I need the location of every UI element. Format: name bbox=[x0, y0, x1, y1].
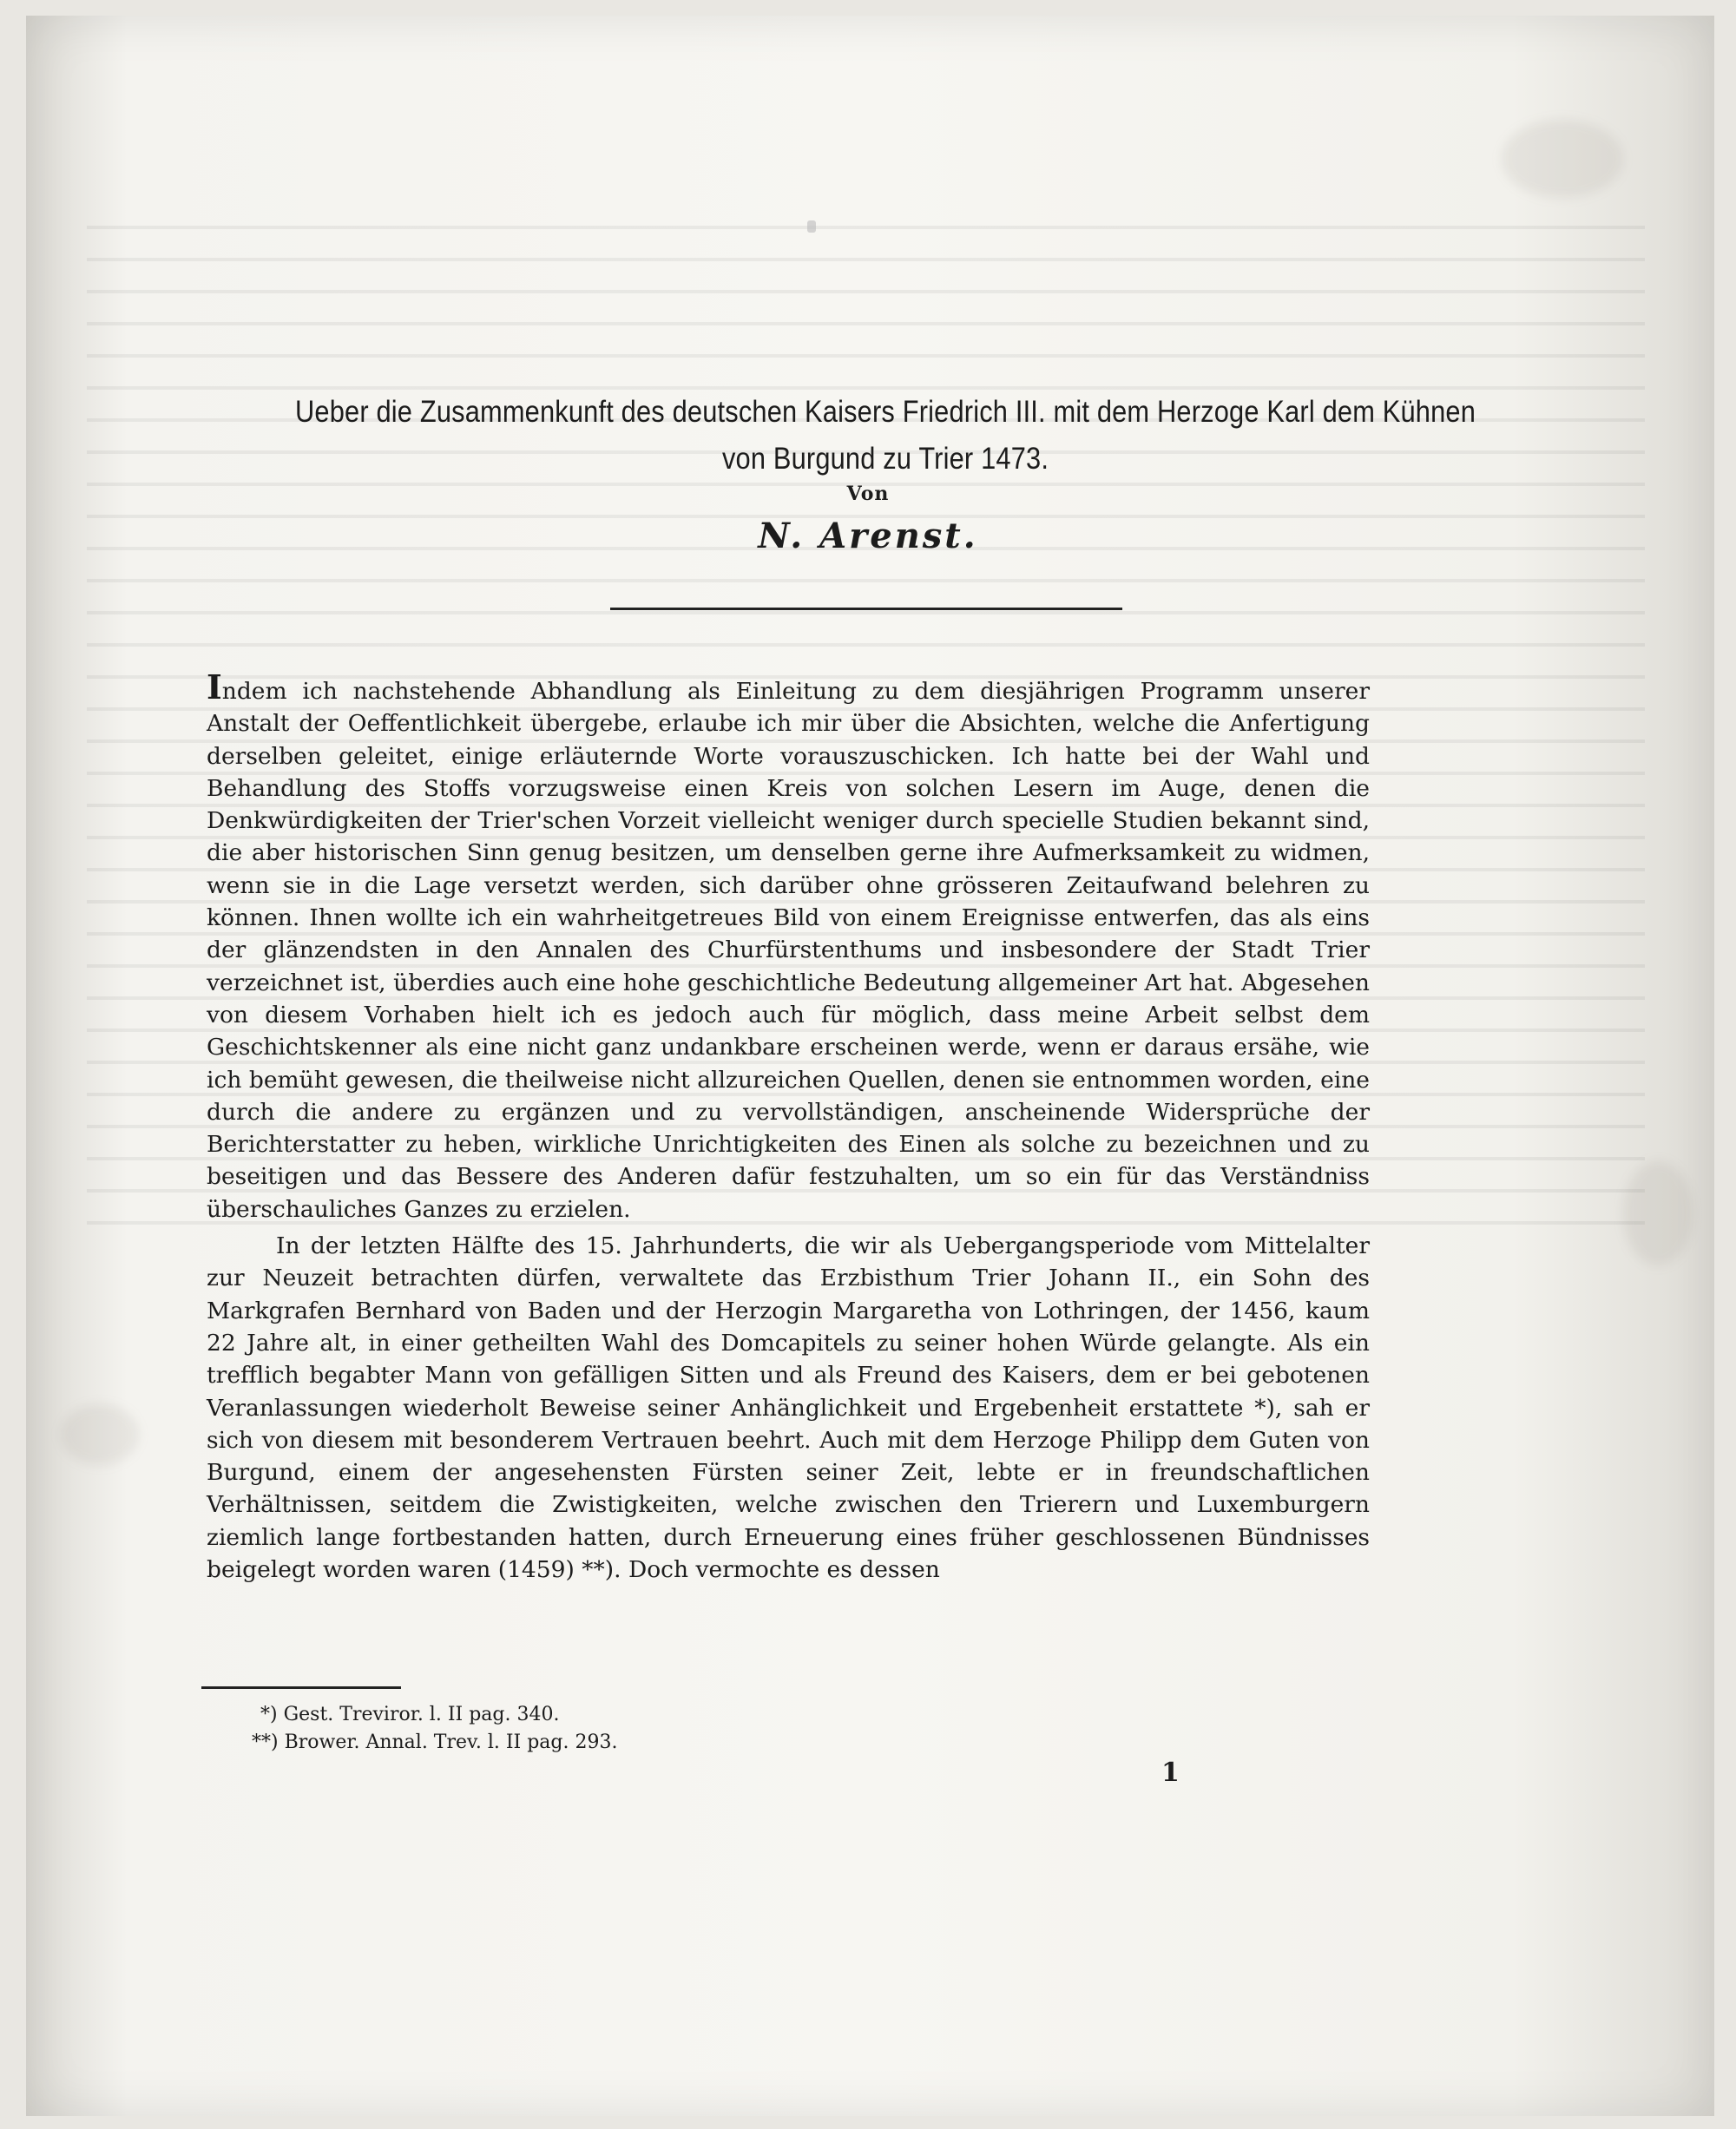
title-rule bbox=[610, 608, 1122, 610]
byline-prefix: Von bbox=[846, 483, 890, 505]
footnote-rule bbox=[201, 1686, 401, 1689]
paragraph-2: In der letzten Hälfte des 15. Jahrhunderts, die wir als Uebergangsperiode vom Mittelalter zur Neuzeit betrachten dürfen, verwaltete das Erzbisthum Trier Johann II., ein Sohn des Markgrafen Bernhard von Baden und der Herzogin Margaretha von Lothringen, der 1456, kaum 22 Jahre alt, in einer getheilten Wahl des Domcapitels zu seiner hohen Würde gelangte. Als ein trefflich begabter Mann von gefälligen Sitten und als Freund des Kaisers, dem er bei gebotenen Veranlassungen wiederholt Beweise seiner Anhänglichkeit und Ergebenheit erstattete *), sah er sich von diesem mit besonderem Vertrauen beehrt. Auch mit dem Herzoge Philipp dem Guten von Burgund, einem der angesehensten Fürsten seiner Zeit, lebte er in freundschaftlichen Verhältnissen, seitdem die Zwistigkeiten, welche zwischen den Trierern und Luxemburgern ziemlich lange fortbestanden hatten, durch Erneuerung eines früher geschlossenen Bündnisses beigelegt worden waren (1459) **). Doch vermochte es dessen bbox=[207, 1232, 1370, 1584]
author-name: N. Arenst. bbox=[758, 516, 978, 556]
paper-stain bbox=[61, 1404, 139, 1465]
page-number: 1 bbox=[1161, 1758, 1180, 1788]
paragraph-1-text: ndem ich nachstehende Abhandlung als Einleitung zu dem diesjährigen Programm unserer Anstalt der Oeffentlichkeit übergebe, erlaube ich mir über die Absichten, welche die Anfertigung derselben geleitet, einige erläuternde Worte vorauszuschicken. Ich hatte bei der Wahl und Behandlung des Stoffs vorzugsweise einen Kreis von solchen Lesern im Auge, denen die Denkwürdigkeiten der Trier'schen Vorzeit vielleicht weniger durch specielle Studien bekannt sind, die aber historischen Sinn genug besitzen, um denselben gerne ihre Aufmerksamkeit zu widmen, wenn sie in die Lage versetzt werden, sich darüber ohne grösseren Zeitaufwand belehren zu können. Ihnen wollte ich ein wahrheitgetreues Bild von einem Ereignisse entwerfen, das als eins der glänzendsten in den Annalen des Churfürstenthums und insbesondere der Stadt Trier verzeichnet ist, überdies auch eine hohe geschichtliche Bedeutung allgemeiner Art hat. Abgesehen von diesem Vorhaben hielt ich es jedoch auch für möglich, dass meine Arbeit selbst dem Geschichtskenner als eine nicht ganz undankbare erscheinen werde, wenn er daraus ersähe, wie ich bemüht gewesen, die theilweise nicht allzureichen Quellen, denen sie entnommen worden, eine durch die andere zu ergänzen und zu vervollständigen, anscheinende Widersprüche der Berichterstatter zu heben, wirkliche Unrichtigkeiten des Einen als solche zu bezeichnen und zu beseitigen und das Bessere des Anderen dafür festzuhalten, um so ein für das Verständniss überschauliches Ganzes zu erzielen. bbox=[207, 678, 1370, 1223]
bleed-through-mark bbox=[807, 220, 816, 233]
footnote-2: **) Brower. Annal. Trev. l. II pag. 293. bbox=[252, 1731, 618, 1753]
body-text bbox=[207, 667, 1370, 1590]
footnote-1: *) Gest. Treviror. l. II pag. 340. bbox=[260, 1704, 560, 1725]
footnotes bbox=[252, 1701, 1042, 1757]
paragraph-1 bbox=[207, 667, 1370, 1225]
paper-stain bbox=[1623, 1161, 1693, 1265]
paper-stain bbox=[1502, 120, 1623, 198]
initial-letter: I bbox=[207, 667, 222, 706]
article-title: Ueber die Zusammenkunft des deutschen Kaisers Friedrich III. mit dem Herzoge Karl dem Kühnen von Burgund zu Trier 1473. bbox=[294, 395, 1476, 476]
